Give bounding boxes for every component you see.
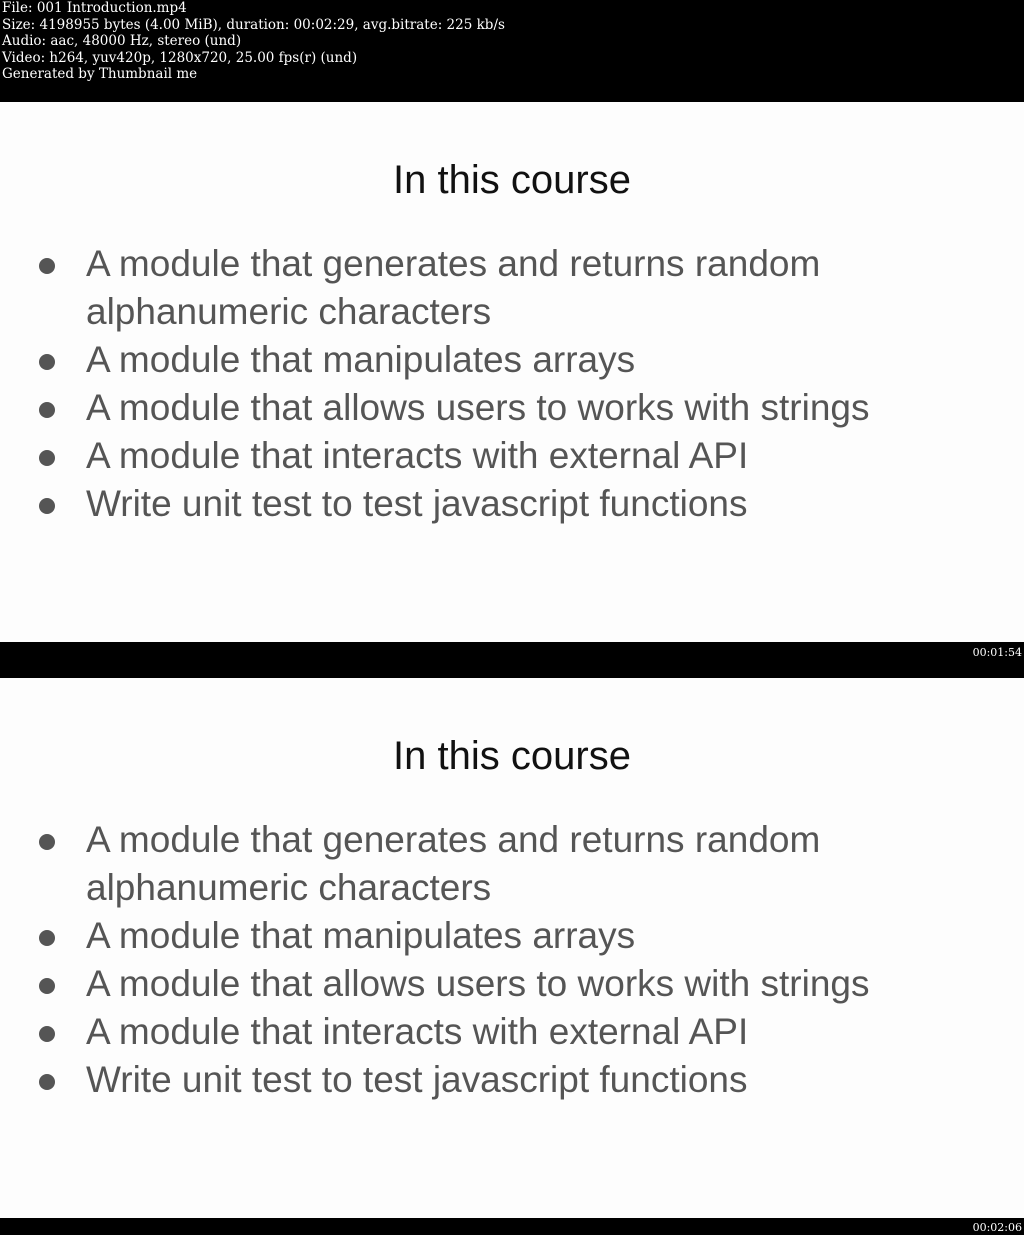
bullet-dot-icon (39, 498, 55, 514)
bullet-dot-icon (39, 930, 55, 946)
audio-info-line: Audio: aac, 48000 Hz, stereo (und) (2, 33, 242, 49)
frame-timestamp: 00:01:54 (972, 646, 1022, 659)
bullet-text: A module that allows users to works with strings (86, 387, 870, 428)
bullet-dot-icon (39, 354, 55, 370)
video-info-line: Video: h264, yuv420p, 1280x720, 25.00 fps(r) (und) (2, 49, 358, 66)
bullet-item (0, 816, 986, 912)
bullet-item (0, 912, 986, 960)
bullet-text: Write unit test to test javascript functions (86, 483, 748, 524)
bullet-text: A module that interacts with external API (86, 1011, 749, 1052)
bullet-item (0, 432, 986, 480)
bullet-text: A module that interacts with external API (86, 435, 749, 476)
bullet-text: Write unit test to test javascript functions (86, 1059, 748, 1100)
slide-title: In this course (393, 734, 631, 778)
bullet-list (0, 816, 986, 1104)
bullet-item (0, 1056, 986, 1104)
bullet-text: A module that allows users to works with strings (86, 963, 870, 1004)
bullet-item (0, 960, 986, 1008)
bullet-dot-icon (39, 450, 55, 466)
file-info-header (0, 0, 1024, 102)
file-size-line: Size: 4198955 bytes (4.00 MiB), duration: 00:02:29, avg.bitrate: 225 kb/s (2, 16, 505, 33)
bullet-text: A module that generates and returns random alphanumeric characters (86, 819, 821, 908)
bullet-dot-icon (39, 258, 55, 274)
bullet-dot-icon (39, 1074, 55, 1090)
bullet-item (0, 240, 986, 336)
bullet-item (0, 480, 986, 528)
bullet-item (0, 1008, 986, 1056)
bullet-item (0, 336, 986, 384)
video-frame-1 (0, 102, 1024, 642)
bullet-dot-icon (39, 1026, 55, 1042)
bullet-dot-icon (39, 834, 55, 850)
bullet-dot-icon (39, 402, 55, 418)
bullet-item (0, 384, 986, 432)
bullet-dot-icon (39, 978, 55, 994)
frame-timestamp: 00:02:06 (972, 1221, 1022, 1234)
timestamp-bar (0, 642, 1024, 678)
generator-line: Generated by Thumbnail me (2, 66, 198, 82)
slide-title: In this course (393, 158, 631, 202)
timestamp-bar (0, 1218, 1024, 1235)
video-frame-2 (0, 678, 1024, 1218)
bullet-list (0, 240, 986, 528)
bullet-text: A module that manipulates arrays (86, 339, 636, 380)
file-name-line: File: 001 Introduction.mp4 (2, 0, 187, 16)
bullet-text: A module that generates and returns random alphanumeric characters (86, 243, 821, 332)
bullet-text: A module that manipulates arrays (86, 915, 636, 956)
